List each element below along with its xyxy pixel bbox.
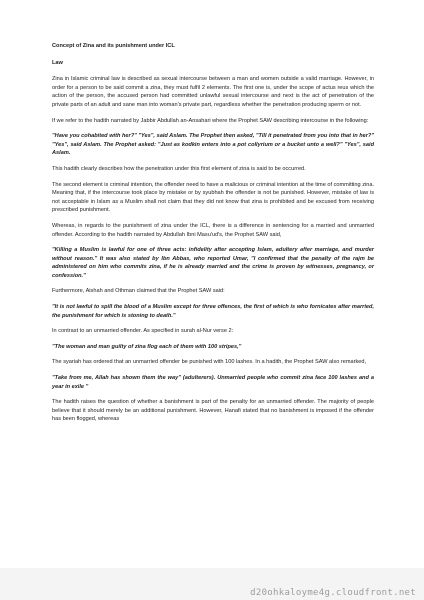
paragraph: The syariah has ordered that an unmarried offender be punished with 100 lashes. In a hadith, the Prophet SAW also remarked, xyxy=(52,359,367,366)
document-title: Concept of Zina and its punishment under ICL xyxy=(52,43,175,49)
paragraph: Furthermore, Aishah and Othman claimed that the Prophet SAW said: xyxy=(52,288,225,295)
quote-paragraph: "Killing a Muslim is lawful for one of three acts: infidelity after accepting Islam, adultery after marriage, and murder without reason." It was also stated by Ibn Abbas, who reported Umar, "I confirmed that the penalty of the rajm be administered on him who commits zina, if he is already married and the crime is proven by witnesses, pregnancy, or confession." xyxy=(52,247,374,279)
paragraph: Whereas, in regards to the punishment of zina under the ICL, there is a difference in sentencing for a married and unmarried offender. According to the hadith narrated by Abdullah Ibni Masu'ud's, the Prophet SAW said, xyxy=(52,222,374,238)
paragraph: The hadith raises the question of whether a banishment is part of the penalty for an unmarried offender. The majority of people believe that it should merely be an additional punishment. However, Hanafi stated that no banishment is imposed if the offender has been flogged, whereas xyxy=(52,399,374,423)
paragraph: If we refer to the hadith narrated by Jabbir Abdullah an-Ansahari where the Prophet SAW describing intercourse in the following: xyxy=(52,117,369,124)
quote-paragraph: "It is not lawful to spill the blood of a Muslim except for three offences, the first of which is who fornicates after married, the punishment for which is stoning to death." xyxy=(52,304,374,319)
document-body xyxy=(52,42,374,431)
quote-paragraph: "Have you cohabited with her?" "Yes", said Aslam. The Prophet then asked, "Till it penetrated from you into that in her?" "Yes", said Aslam. The Prophet asked: "Just as kodkin enters into a pot collyrium or a bucket unto a well?" "Yes", said Aslam. xyxy=(52,133,374,157)
paragraph: In contrast to an unmarried offender. As specified in surah al-Nur verse 2: xyxy=(52,328,234,335)
paragraph: The second element is criminal intention, the offender need to have a malicious or criminal intention at the time of committing zina. Meaning that, if the intercourse took place by mistake or by syubhah the offender is not be punished. However, mistake of law is not acceptable in Islam as a Muslim shall not claim that they did not know that zina is prohibited and be excused from receiving prescribed punishment. xyxy=(52,181,375,214)
quote-paragraph: "Take from me, Allah has shown them the way" (adulterers). Unmarried people who commit zina face 100 lashes and a year in exile " xyxy=(52,375,374,390)
section-heading: Law xyxy=(52,59,63,66)
paragraph: This hadith clearly describes how the penetration under this first element of zina is said to be occurred. xyxy=(52,165,306,172)
source-watermark: d20ohkaloyme4g.cloudfront.net xyxy=(250,588,416,598)
paragraph: Zina in Islamic criminal law is described as sexual intercourse between a man and women outside a valid marriage. However, in order for a person to be said commit a zina, they must fulfil 2 elements. The first one is, under the scope of actus reus which the action of the person, the accused person had committed unlawful sexual intercourse and next is the act of penetration of the private parts of an adult and sane man into woman's private part, regardless whether the penetration producing sperm or not. xyxy=(52,76,374,108)
quote-paragraph: "The woman and man guilty of zina flog each of them with 100 stripes," xyxy=(52,343,242,350)
